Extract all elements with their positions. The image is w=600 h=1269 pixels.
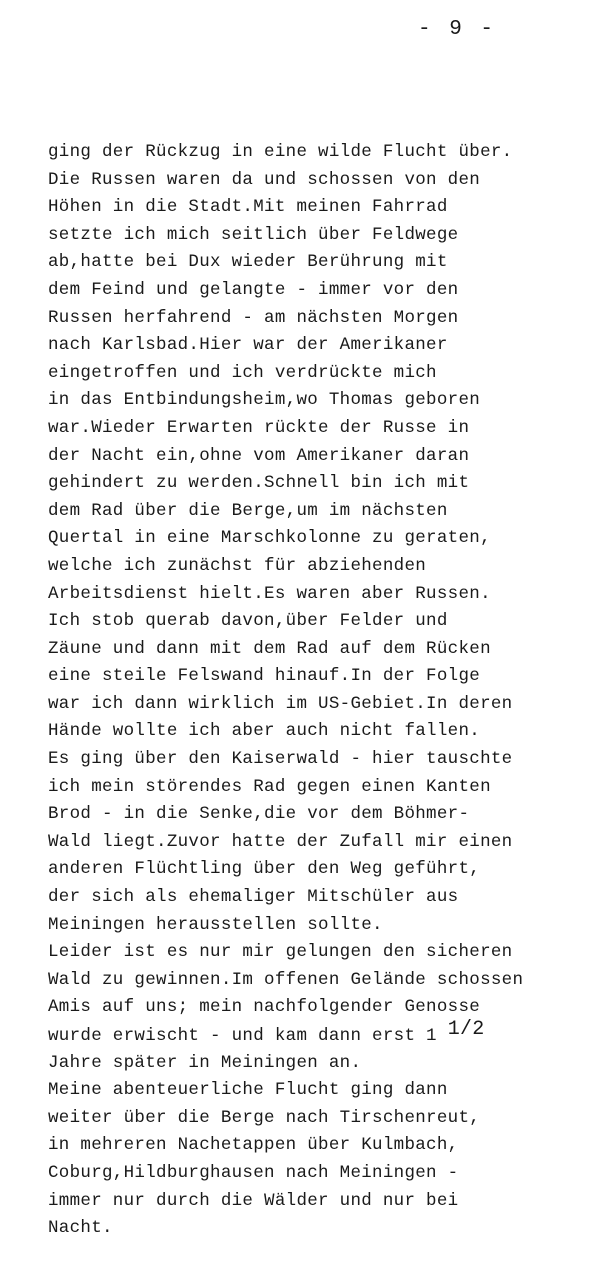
text-line: weiter über die Berge nach Tirschenreut, xyxy=(48,1107,481,1128)
text-line: nach Karlsbad.Hier war der Amerikaner xyxy=(48,335,448,356)
text-line: ich mein störendes Rad gegen einen Kanten xyxy=(48,776,491,797)
text-line: Quertal in eine Marschkolonne zu geraten, xyxy=(48,528,491,549)
text-line: dem Feind und gelangte - immer vor den xyxy=(48,279,459,300)
text-line: ging der Rückzug in eine wilde Flucht über. xyxy=(48,142,513,162)
text-line: war ich dann wirklich im US-Gebiet.In deren xyxy=(48,693,513,714)
text-line: ab,hatte bei Dux wieder Berührung mit xyxy=(48,252,448,273)
text-line: in mehreren Nachetappen über Kulmbach, xyxy=(48,1135,459,1156)
text-line: der sich als ehemaliger Mitschüler aus xyxy=(48,887,459,908)
text-line: Amis auf uns; mein nachfolgender Genosse xyxy=(48,997,481,1018)
text-line: immer nur durch die Wälder und nur bei xyxy=(48,1190,459,1211)
text-line: Leider ist es nur mir gelungen den sicheren xyxy=(48,942,513,963)
text-line: Meiningen herausstellen sollte. xyxy=(48,914,383,935)
text-line: Jahre später in Meiningen an. xyxy=(48,1052,362,1073)
text-line: war.Wieder Erwarten rückte der Russe in xyxy=(48,417,470,438)
text-line: Die Russen waren da und schossen von den xyxy=(48,169,481,190)
page-number: - 9 - xyxy=(418,18,497,41)
text-line: Wald liegt.Zuvor hatte der Zufall mir einen xyxy=(48,831,513,852)
body-text xyxy=(48,139,596,1243)
text-line: eine steile Felswand hinauf.In der Folge xyxy=(48,666,481,687)
text-line: gehindert zu werden.Schnell bin ich mit xyxy=(48,473,470,494)
text-line: welche ich zunächst für abziehenden xyxy=(48,555,427,576)
text-line: Coburg,Hildburghausen nach Meiningen - xyxy=(48,1162,459,1183)
text-line: in das Entbindungsheim,wo Thomas geboren xyxy=(48,390,481,411)
text-line: Brod - in die Senke,die vor dem Böhmer- xyxy=(48,804,470,825)
text-line: Zäune und dann mit dem Rad auf dem Rücken xyxy=(48,638,491,659)
text-line: Meine abenteuerliche Flucht ging dann xyxy=(48,1080,448,1101)
text-line: anderen Flüchtling über den Weg geführt, xyxy=(48,859,481,880)
text-line: eingetroffen und ich verdrückte mich xyxy=(48,362,437,383)
handwritten-fraction: 1/2 xyxy=(447,1018,485,1041)
text-line: Wald zu gewinnen.Im offenen Gelände schossen xyxy=(48,969,524,990)
text-line: setzte ich mich seitlich über Feldwege xyxy=(48,224,459,245)
text-line-with-fraction xyxy=(48,1018,596,1050)
text-line: Arbeitsdienst hielt.Es waren aber Russen. xyxy=(48,583,491,604)
text-line: Höhen in die Stadt.Mit meinen Fahrrad xyxy=(48,197,448,218)
text-line: Ich stob querab davon,über Felder und xyxy=(48,611,448,632)
text-line: Nacht. xyxy=(48,1218,113,1239)
text-line: Es ging über den Kaiserwald - hier tauschte xyxy=(48,749,513,770)
text-line: Hände wollte ich aber auch nicht fallen. xyxy=(48,721,481,742)
text-line: Russen herfahrend - am nächsten Morgen xyxy=(48,307,459,328)
text-line-start: wurde erwischt - und kam dann erst 1 xyxy=(48,1026,437,1046)
text-line: dem Rad über die Berge,um im nächsten xyxy=(48,500,448,521)
text-line: der Nacht ein,ohne vom Amerikaner daran xyxy=(48,445,470,466)
